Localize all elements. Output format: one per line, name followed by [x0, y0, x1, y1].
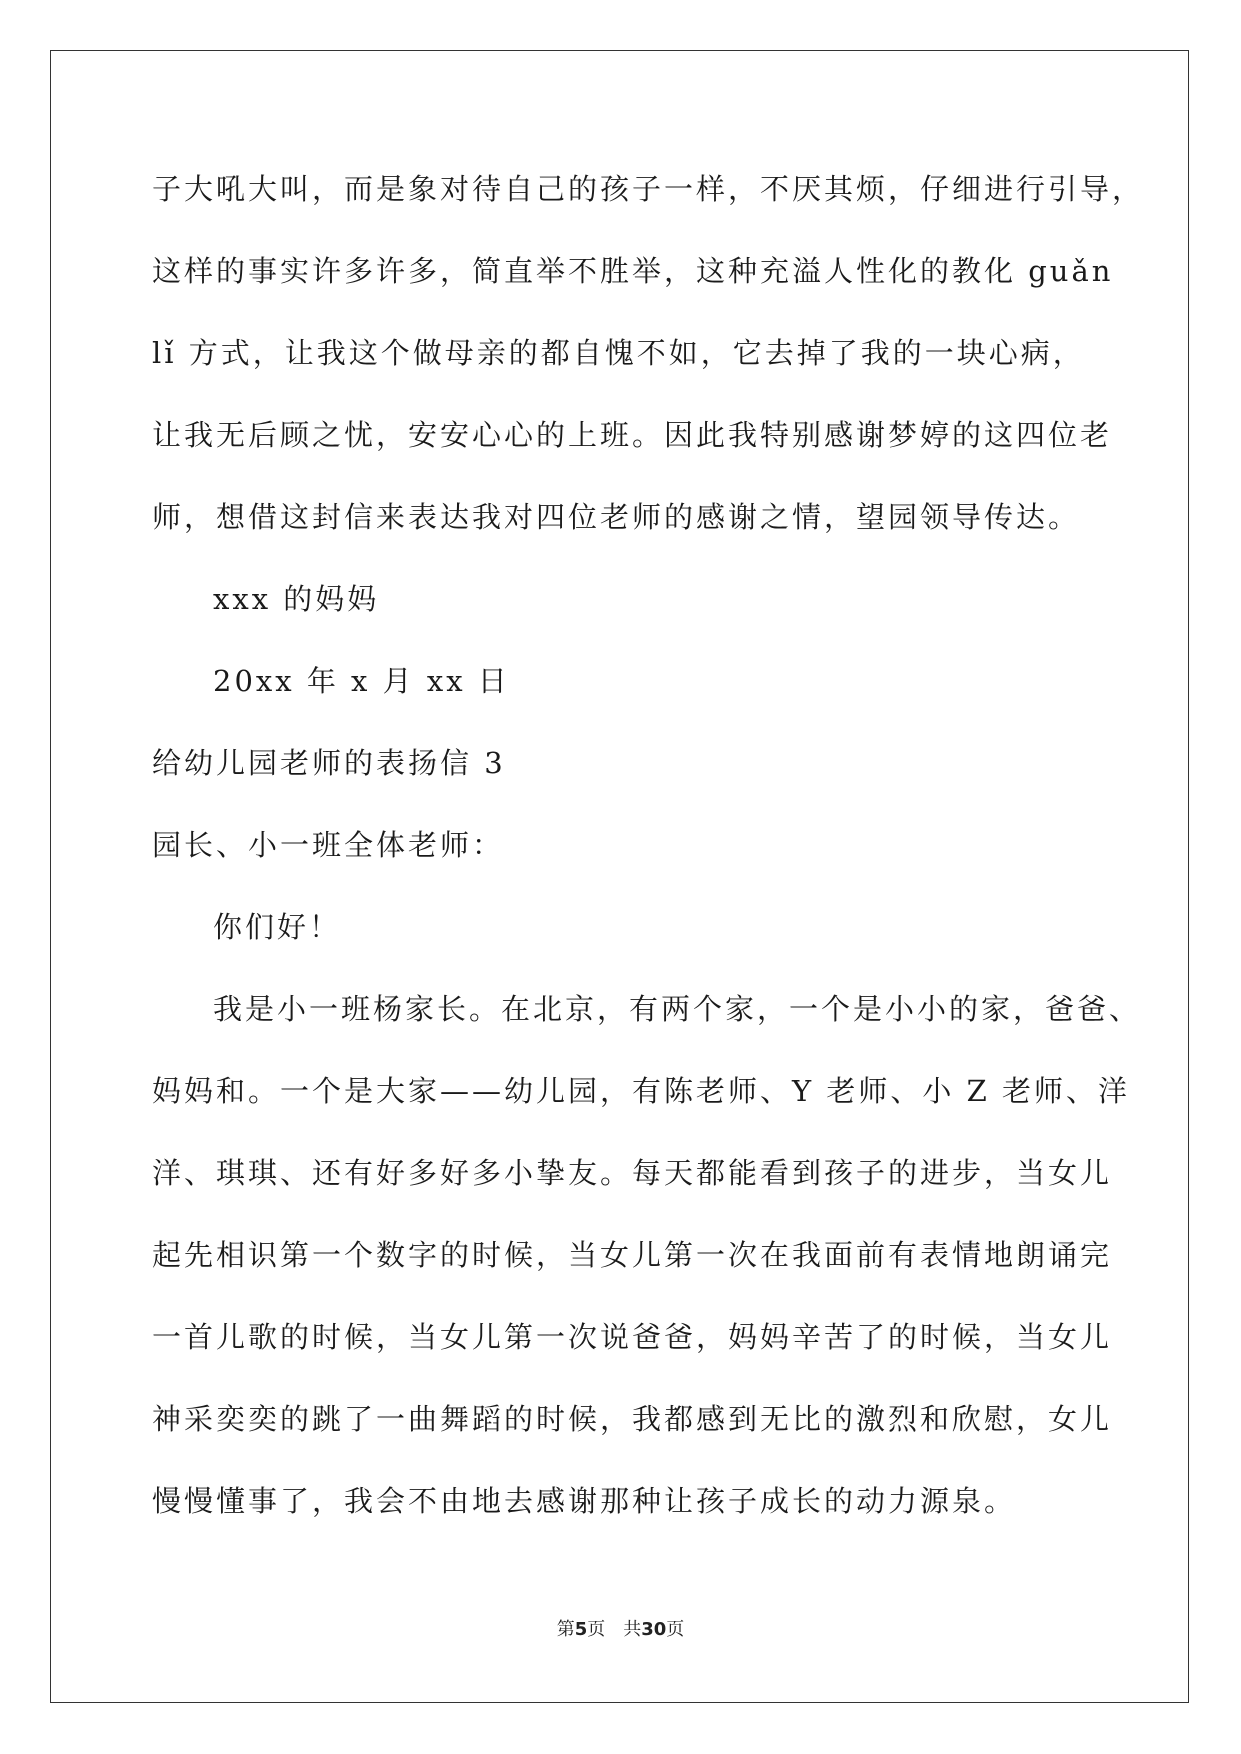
- footer-prefix: 第: [556, 1619, 575, 1640]
- footer-page-number: 5: [574, 1619, 588, 1640]
- paragraph-line: 神采奕奕的跳了一曲舞蹈的时候，我都感到无比的激烈和欣慰，女儿: [152, 1402, 1113, 1436]
- body-line: 让我无后顾之忧，安安心心的上班。因此我特别感谢梦婷的这四位老: [152, 418, 1113, 452]
- section-title: 给幼儿园老师的表扬信 3: [152, 746, 506, 780]
- letter-date: 20xx 年 x 月 xx 日: [213, 664, 510, 698]
- body-line: lǐ 方式，让我这个做母亲的都自愧不如，它去掉了我的一块心病，: [152, 336, 1085, 370]
- footer-suffix: 页: [666, 1619, 685, 1640]
- signature: xxx 的妈妈: [213, 582, 380, 616]
- paragraph-line: 妈妈和。一个是大家——幼儿园，有陈老师、Y 老师、小 Z 老师、洋: [152, 1074, 1130, 1108]
- body-line: 这样的事实许多许多，简直举不胜举，这种充溢人性化的教化 guǎn: [152, 254, 1114, 288]
- footer-total-pages: 30: [641, 1619, 667, 1640]
- body-line: 子大吼大叫，而是象对待自己的孩子一样，不厌其烦，仔细进行引导，: [152, 172, 1145, 206]
- paragraph-line: 洋、琪琪、还有好多好多小挚友。每天都能看到孩子的进步，当女儿: [152, 1156, 1113, 1190]
- body-line: 师，想借这封信来表达我对四位老师的感谢之情，望园领导传达。: [152, 500, 1081, 534]
- salutation: 园长、小一班全体老师：: [152, 828, 505, 862]
- page-footer: [0, 1615, 1241, 1641]
- document-body: [152, 148, 1145, 1542]
- paragraph-line: 起先相识第一个数字的时候，当女儿第一次在我面前有表情地朗诵完: [152, 1238, 1113, 1272]
- paragraph-line: 我是小一班杨家长。在北京，有两个家，一个是小小的家，爸爸、: [213, 992, 1142, 1026]
- paragraph-line: 慢慢懂事了，我会不由地去感谢那种让孩子成长的动力源泉。: [152, 1484, 1017, 1518]
- footer-middle: 页 共: [587, 1619, 642, 1640]
- paragraph-line: 一首儿歌的时候，当女儿第一次说爸爸，妈妈辛苦了的时候，当女儿: [152, 1320, 1113, 1354]
- greeting: 你们好！: [213, 910, 342, 944]
